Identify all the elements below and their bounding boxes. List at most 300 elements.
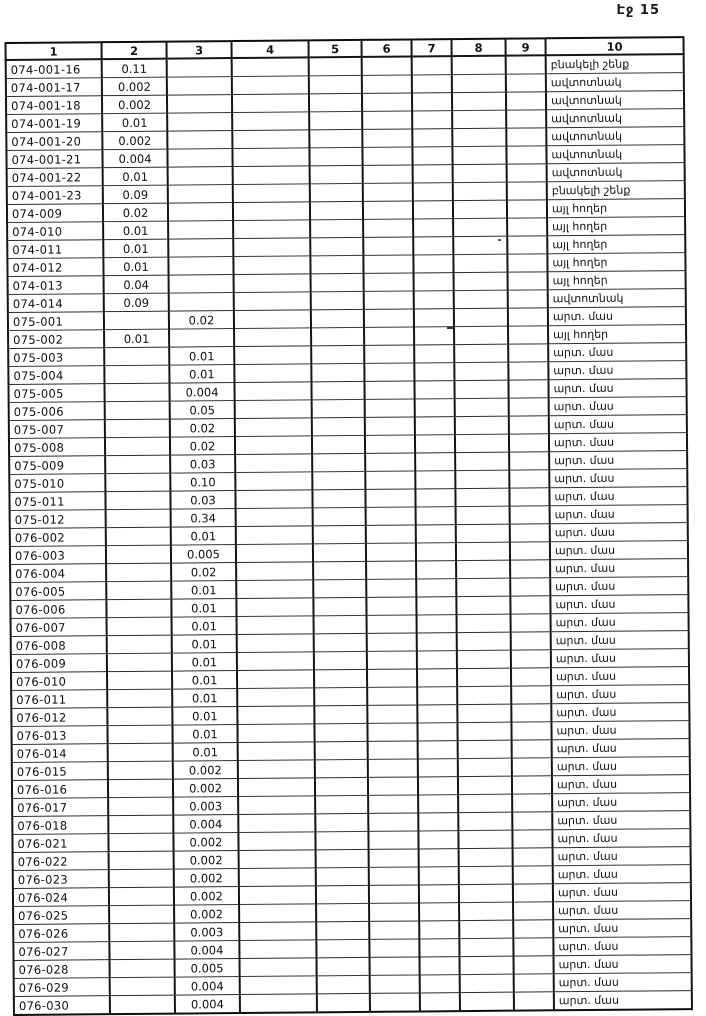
empty-cell xyxy=(312,417,365,435)
empty-cell xyxy=(420,957,460,975)
usage-cell: արտ. մաս xyxy=(553,901,691,920)
area-col3-cell: 0.005 xyxy=(171,545,236,564)
empty-cell xyxy=(420,975,460,993)
empty-cell xyxy=(315,777,368,795)
empty-cell xyxy=(509,470,549,488)
empty-cell xyxy=(236,544,313,563)
area-col2-cell xyxy=(107,707,172,726)
empty-cell xyxy=(232,76,309,95)
column-header-4: 4 xyxy=(232,40,309,58)
parcel-id-cell: 075-004 xyxy=(8,366,104,385)
area-col2-cell xyxy=(109,851,174,870)
area-col2-cell: 0.01 xyxy=(103,257,168,276)
parcel-id-cell: 074-001-20 xyxy=(6,132,102,151)
area-col3-cell: 0.002 xyxy=(174,869,239,888)
area-col2-cell xyxy=(104,365,169,384)
empty-cell xyxy=(513,920,553,938)
empty-cell xyxy=(413,255,453,273)
area-col2-cell xyxy=(106,563,171,582)
empty-cell xyxy=(457,632,511,650)
empty-cell xyxy=(315,831,368,849)
area-col3-cell: 0.01 xyxy=(172,635,237,654)
empty-cell xyxy=(512,758,552,776)
empty-cell xyxy=(458,812,512,830)
empty-cell xyxy=(316,849,369,867)
empty-cell xyxy=(314,705,367,723)
area-col2-cell xyxy=(110,959,175,978)
parcel-id-cell: 074-014 xyxy=(8,294,104,313)
empty-cell xyxy=(455,452,509,470)
parcel-id-cell: 076-002 xyxy=(10,528,106,547)
empty-cell xyxy=(514,992,554,1011)
usage-cell: արտ. մաս xyxy=(552,739,690,758)
parcel-id-cell: 074-001-19 xyxy=(6,114,102,133)
area-col2-cell xyxy=(110,995,175,1014)
usage-cell: արտ. մաս xyxy=(548,361,686,380)
empty-cell xyxy=(417,705,457,723)
usage-cell: ավտոտնակ xyxy=(546,127,684,146)
empty-cell xyxy=(513,938,553,956)
empty-cell xyxy=(510,542,550,560)
area-col2-cell xyxy=(107,653,172,672)
parcel-id-cell: 075-012 xyxy=(10,510,106,529)
empty-cell xyxy=(362,93,412,111)
empty-cell xyxy=(313,543,366,561)
empty-cell xyxy=(314,633,367,651)
empty-cell xyxy=(368,759,418,777)
empty-cell xyxy=(454,344,508,362)
empty-cell xyxy=(511,686,551,704)
empty-cell xyxy=(458,794,512,812)
empty-cell xyxy=(507,254,547,272)
parcel-id-cell: 076-014 xyxy=(12,744,108,763)
empty-cell xyxy=(366,525,416,543)
empty-cell xyxy=(412,56,452,75)
empty-cell xyxy=(460,974,514,992)
empty-cell xyxy=(412,129,452,147)
usage-cell: արտ. մաս xyxy=(553,847,691,866)
empty-cell xyxy=(454,326,508,344)
empty-cell xyxy=(414,273,454,291)
empty-cell xyxy=(239,850,316,869)
usage-cell: արտ. մաս xyxy=(553,937,691,956)
area-col3-cell: 0.002 xyxy=(173,833,238,852)
area-col2-cell xyxy=(106,581,171,600)
empty-cell xyxy=(232,130,309,149)
empty-cell xyxy=(309,129,362,147)
area-col3-cell: 0.002 xyxy=(174,887,239,906)
parcel-id-cell: 076-017 xyxy=(12,798,108,817)
empty-cell xyxy=(235,472,312,491)
area-col3-cell xyxy=(168,185,233,204)
empty-cell xyxy=(317,957,370,975)
area-col3-cell: 0.01 xyxy=(171,599,236,618)
empty-cell xyxy=(417,615,457,633)
empty-cell xyxy=(237,634,314,653)
usage-cell: արտ. մաս xyxy=(551,631,689,650)
empty-cell xyxy=(312,489,365,507)
empty-cell xyxy=(368,741,418,759)
empty-cell xyxy=(364,291,414,309)
parcel-id-cell: 076-008 xyxy=(11,636,107,655)
empty-cell xyxy=(418,741,458,759)
area-col2-cell xyxy=(107,635,172,654)
empty-cell xyxy=(510,578,550,596)
empty-cell xyxy=(367,669,417,687)
empty-cell xyxy=(369,939,419,957)
usage-cell: արտ. մաս xyxy=(550,523,688,542)
area-col3-cell: 0.002 xyxy=(174,851,239,870)
empty-cell xyxy=(456,524,510,542)
empty-cell xyxy=(239,940,316,959)
area-col3-cell xyxy=(168,203,233,222)
area-col2-cell: 0.04 xyxy=(104,275,169,294)
empty-cell xyxy=(366,561,416,579)
usage-cell: արտ. մաս xyxy=(551,703,689,722)
usage-cell: արտ. մաս xyxy=(551,649,689,668)
empty-cell xyxy=(317,993,370,1012)
empty-cell xyxy=(314,687,367,705)
empty-cell xyxy=(234,310,311,329)
empty-cell xyxy=(233,184,310,203)
empty-cell xyxy=(365,417,415,435)
empty-cell xyxy=(417,723,457,741)
empty-cell xyxy=(238,832,315,851)
empty-cell xyxy=(311,273,364,291)
area-col2-cell xyxy=(108,761,173,780)
scan-artifact-dash xyxy=(447,327,453,329)
empty-cell xyxy=(367,615,417,633)
empty-cell xyxy=(513,884,553,902)
empty-cell xyxy=(365,435,415,453)
empty-cell xyxy=(507,182,547,200)
empty-cell xyxy=(419,921,459,939)
area-col2-cell xyxy=(107,689,172,708)
area-col3-cell: 0.02 xyxy=(169,311,234,330)
empty-cell xyxy=(457,668,511,686)
empty-cell xyxy=(458,776,512,794)
empty-cell xyxy=(414,327,454,345)
column-header-7: 7 xyxy=(411,39,451,56)
empty-cell xyxy=(415,417,455,435)
area-col3-cell: 0.03 xyxy=(170,491,235,510)
empty-cell xyxy=(363,201,413,219)
empty-cell xyxy=(310,183,363,201)
parcel-id-cell: 076-027 xyxy=(13,942,109,961)
area-col3-cell xyxy=(167,77,232,96)
usage-cell: արտ. մաս xyxy=(552,775,690,794)
empty-cell xyxy=(236,508,313,527)
area-col2-cell xyxy=(109,887,174,906)
empty-cell xyxy=(455,470,509,488)
empty-cell xyxy=(512,830,552,848)
empty-cell xyxy=(513,956,553,974)
parcel-id-cell: 076-010 xyxy=(11,672,107,691)
empty-cell xyxy=(414,363,454,381)
area-col2-cell xyxy=(106,599,171,618)
empty-cell xyxy=(236,562,313,581)
empty-cell xyxy=(416,525,456,543)
empty-cell xyxy=(317,975,370,993)
empty-cell xyxy=(506,128,546,146)
empty-cell xyxy=(454,272,508,290)
empty-cell xyxy=(362,129,412,147)
area-col2-cell xyxy=(104,383,169,402)
empty-cell xyxy=(416,597,456,615)
empty-cell xyxy=(237,706,314,725)
empty-cell xyxy=(458,830,512,848)
empty-cell xyxy=(368,813,418,831)
empty-cell xyxy=(452,146,506,164)
column-header-8: 8 xyxy=(451,39,505,56)
empty-cell xyxy=(313,561,366,579)
empty-cell xyxy=(508,380,548,398)
empty-cell xyxy=(240,976,317,995)
empty-cell xyxy=(312,435,365,453)
area-col3-cell: 0.01 xyxy=(169,347,234,366)
usage-cell: ավտոտնակ xyxy=(547,163,685,182)
empty-cell xyxy=(313,579,366,597)
empty-cell xyxy=(417,687,457,705)
empty-cell xyxy=(313,507,366,525)
empty-cell xyxy=(506,146,546,164)
usage-cell: արտ. մաս xyxy=(554,991,692,1011)
parcel-id-cell: 076-029 xyxy=(14,978,110,997)
empty-cell xyxy=(459,884,513,902)
parcel-id-cell: 075-003 xyxy=(8,348,104,367)
area-col2-cell xyxy=(105,473,170,492)
column-header-9: 9 xyxy=(505,38,545,55)
empty-cell xyxy=(457,686,511,704)
area-col2-cell xyxy=(107,725,172,744)
empty-cell xyxy=(238,796,315,815)
empty-cell xyxy=(368,777,418,795)
empty-cell xyxy=(459,866,513,884)
empty-cell xyxy=(509,488,549,506)
area-col3-cell: 0.004 xyxy=(175,995,240,1014)
area-col3-cell: 0.002 xyxy=(174,905,239,924)
area-col2-cell: 0.002 xyxy=(102,95,167,114)
empty-cell xyxy=(418,831,458,849)
area-col2-cell: 0.01 xyxy=(102,113,167,132)
area-col3-cell xyxy=(167,95,232,114)
area-col2-cell xyxy=(105,437,170,456)
empty-cell xyxy=(508,326,548,344)
empty-cell xyxy=(236,526,313,545)
empty-cell xyxy=(365,471,415,489)
empty-cell xyxy=(310,237,363,255)
empty-cell xyxy=(456,596,510,614)
empty-cell xyxy=(455,434,509,452)
area-col3-cell: 0.05 xyxy=(170,401,235,420)
empty-cell xyxy=(238,814,315,833)
empty-cell xyxy=(453,164,507,182)
empty-cell xyxy=(512,776,552,794)
empty-cell xyxy=(365,399,415,417)
area-col3-cell: 0.004 xyxy=(175,977,240,996)
empty-cell xyxy=(459,938,513,956)
empty-cell xyxy=(456,506,510,524)
area-col2-cell xyxy=(104,311,169,330)
empty-cell xyxy=(454,362,508,380)
empty-cell xyxy=(459,920,513,938)
area-col3-cell: 0.01 xyxy=(169,365,234,384)
empty-cell xyxy=(370,975,420,993)
usage-cell: այլ հողեր xyxy=(548,271,686,290)
empty-cell xyxy=(315,741,368,759)
empty-cell xyxy=(419,867,459,885)
empty-cell xyxy=(235,436,312,455)
empty-cell xyxy=(457,650,511,668)
area-col3-cell: 0.004 xyxy=(169,383,234,402)
empty-cell xyxy=(232,148,309,167)
empty-cell xyxy=(452,110,506,128)
parcel-id-cell: 075-001 xyxy=(8,312,104,331)
empty-cell xyxy=(414,345,454,363)
empty-cell xyxy=(315,795,368,813)
empty-cell xyxy=(458,740,512,758)
empty-cell xyxy=(370,957,420,975)
empty-cell xyxy=(452,128,506,146)
area-col2-cell xyxy=(108,779,173,798)
empty-cell xyxy=(457,614,511,632)
parcel-id-cell: 076-003 xyxy=(10,546,106,565)
area-col3-cell: 0.34 xyxy=(171,509,236,528)
empty-cell xyxy=(458,758,512,776)
empty-cell xyxy=(314,669,367,687)
empty-cell xyxy=(234,292,311,311)
parcel-id-cell: 076-011 xyxy=(11,690,107,709)
column-header-1: 1 xyxy=(6,42,102,60)
empty-cell xyxy=(232,112,309,131)
empty-cell xyxy=(239,886,316,905)
empty-cell xyxy=(415,471,455,489)
area-col2-cell: 0.002 xyxy=(102,77,167,96)
empty-cell xyxy=(238,778,315,797)
empty-cell xyxy=(363,255,413,273)
empty-cell xyxy=(506,92,546,110)
area-col2-cell: 0.02 xyxy=(103,203,168,222)
empty-cell xyxy=(233,202,310,221)
empty-cell xyxy=(311,345,364,363)
usage-cell: այլ հողեր xyxy=(547,199,685,218)
usage-cell: արտ. մաս xyxy=(552,793,690,812)
empty-cell xyxy=(514,974,554,992)
parcel-id-cell: 076-028 xyxy=(14,960,110,979)
empty-cell xyxy=(512,794,552,812)
empty-cell xyxy=(512,812,552,830)
area-col2-cell xyxy=(106,545,171,564)
area-col2-cell: 0.09 xyxy=(104,293,169,312)
empty-cell xyxy=(508,344,548,362)
parcel-id-cell: 074-001-21 xyxy=(6,150,102,169)
empty-cell xyxy=(506,55,546,74)
empty-cell xyxy=(309,93,362,111)
empty-cell xyxy=(418,813,458,831)
empty-cell xyxy=(454,308,508,326)
empty-cell xyxy=(239,868,316,887)
parcel-id-cell: 076-018 xyxy=(12,816,108,835)
empty-cell xyxy=(234,328,311,347)
empty-cell xyxy=(459,902,513,920)
empty-cell xyxy=(412,75,452,93)
empty-cell xyxy=(416,579,456,597)
empty-cell xyxy=(418,777,458,795)
empty-cell xyxy=(233,166,310,185)
empty-cell xyxy=(239,922,316,941)
parcel-id-cell: 075-008 xyxy=(9,438,105,457)
empty-cell xyxy=(315,759,368,777)
empty-cell xyxy=(419,885,459,903)
usage-cell: ավտոտնակ xyxy=(546,91,684,110)
empty-cell xyxy=(367,705,417,723)
empty-cell xyxy=(511,704,551,722)
empty-cell xyxy=(412,111,452,129)
empty-cell xyxy=(506,74,546,92)
empty-cell xyxy=(311,291,364,309)
empty-cell xyxy=(417,669,457,687)
empty-cell xyxy=(366,543,416,561)
usage-cell: արտ. մաս xyxy=(550,559,688,578)
empty-cell xyxy=(315,813,368,831)
usage-cell: արտ. մաս xyxy=(549,415,687,434)
area-col3-cell: 0.003 xyxy=(174,923,239,942)
empty-cell xyxy=(457,704,511,722)
empty-cell xyxy=(511,632,551,650)
area-col3-cell xyxy=(167,131,232,150)
empty-cell xyxy=(311,309,364,327)
empty-cell xyxy=(510,560,550,578)
area-col3-cell: 0.01 xyxy=(172,653,237,672)
empty-cell xyxy=(312,471,365,489)
area-col3-cell xyxy=(168,167,233,186)
area-col3-cell: 0.01 xyxy=(172,707,237,726)
parcel-id-cell: 076-005 xyxy=(10,582,106,601)
area-col2-cell xyxy=(108,833,173,852)
parcel-id-cell: 075-011 xyxy=(9,492,105,511)
empty-cell xyxy=(234,364,311,383)
area-col3-cell xyxy=(168,239,233,258)
empty-cell xyxy=(417,651,457,669)
empty-cell xyxy=(237,616,314,635)
parcel-id-cell: 074-012 xyxy=(7,258,103,277)
parcel-id-cell: 074-011 xyxy=(7,240,103,259)
parcel-id-cell: 075-007 xyxy=(9,420,105,439)
empty-cell xyxy=(364,363,414,381)
empty-cell xyxy=(309,75,362,93)
scanned-table-container xyxy=(5,36,693,1016)
empty-cell xyxy=(363,219,413,237)
empty-cell xyxy=(316,885,369,903)
empty-cell xyxy=(509,416,549,434)
empty-cell xyxy=(416,543,456,561)
empty-cell xyxy=(312,399,365,417)
area-col2-cell: 0.01 xyxy=(103,167,168,186)
area-col3-cell xyxy=(169,329,234,348)
usage-cell: արտ. մաս xyxy=(552,757,690,776)
empty-cell xyxy=(366,507,416,525)
usage-cell: արտ. մաս xyxy=(551,613,689,632)
empty-cell xyxy=(313,525,366,543)
empty-cell xyxy=(368,831,418,849)
area-col3-cell: 0.01 xyxy=(172,617,237,636)
empty-cell xyxy=(452,56,506,75)
empty-cell xyxy=(314,651,367,669)
empty-cell xyxy=(238,742,315,761)
usage-cell: բնակելի շենք xyxy=(546,54,684,74)
area-col2-cell xyxy=(106,527,171,546)
empty-cell xyxy=(310,219,363,237)
